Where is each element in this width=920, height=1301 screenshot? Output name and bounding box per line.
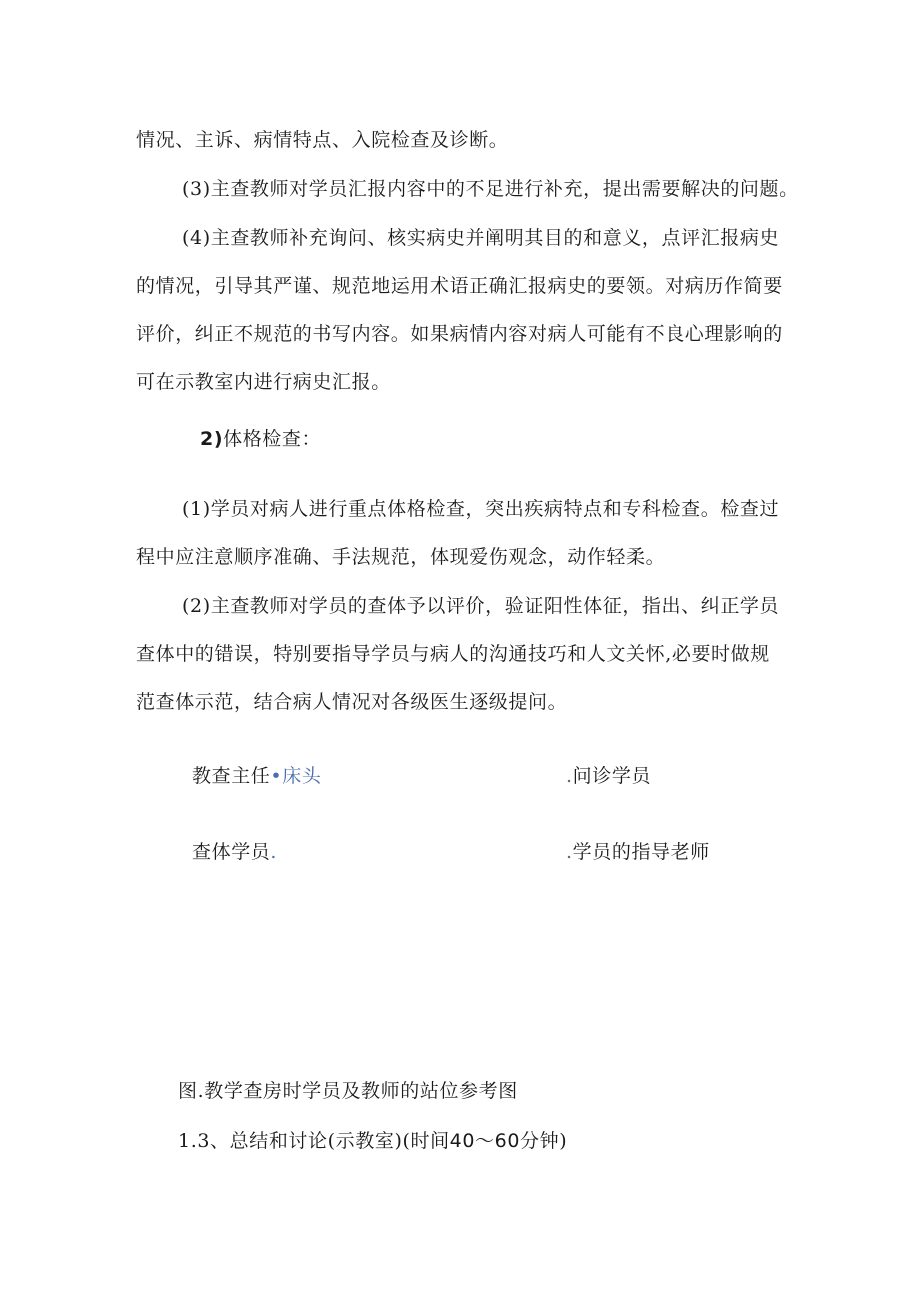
exam-label-text: 查体学员 bbox=[192, 841, 271, 863]
section-time: 40～60 bbox=[449, 1130, 521, 1152]
inquiry-dot: . bbox=[566, 765, 573, 787]
heading-text: 体格检查： bbox=[223, 428, 322, 450]
heading-number: 2) bbox=[200, 428, 224, 450]
diagram-label-mentor bbox=[566, 840, 710, 864]
inquiry-label-text: 问诊学员 bbox=[572, 765, 652, 787]
figure-caption: 图.教学查房时学员及教师的站位参考图 bbox=[178, 1080, 518, 1102]
paragraph-line: (4)主查教师补充询问、核实病史并阐明其目的和意义，点评汇报病史 bbox=[182, 227, 780, 249]
section-text-b: 分钟) bbox=[520, 1130, 568, 1152]
paragraph-line: (2)主查教师对学员的查体予以评价，验证阳性体征，指出、纠正学员 bbox=[182, 595, 780, 617]
paragraph-line: (3)主查教师对学员汇报内容中的不足进行补充，提出需要解决的问题。 bbox=[182, 178, 799, 200]
mentor-label-text: 学员的指导老师 bbox=[572, 841, 710, 863]
paragraph-line: (1)学员对病人进行重点体格检查，突出疾病特点和专科检查。检查过 bbox=[182, 498, 780, 520]
diagram-label-exam bbox=[192, 840, 277, 864]
paragraph-line: 程中应注意顺序准确、手法规范，体现爱伤观念，动作轻柔。 bbox=[136, 546, 666, 568]
section-heading-1-3 bbox=[178, 1129, 567, 1153]
section-text-a: 总结和讨论(示教室)(时间 bbox=[229, 1130, 450, 1152]
paragraph-line: 情况、主诉、病情特点、入院检查及诊断。 bbox=[136, 129, 509, 151]
diagram-label-inquiry bbox=[566, 764, 651, 788]
paragraph-line: 可在示教室内进行病史汇报。 bbox=[136, 371, 391, 393]
exam-dot: . bbox=[270, 841, 278, 863]
teacher-label-text: 教查主任 bbox=[192, 765, 271, 787]
paragraph-line: 范查体示范，结合病人情况对各级医生逐级提问。 bbox=[136, 691, 568, 713]
paragraph-line: 的情况，引导其严谨、规范地运用术语正确汇报病史的要领。对病历作简要 bbox=[136, 275, 783, 297]
section-heading bbox=[200, 427, 321, 451]
paragraph-line: 评价，纠正不规范的书写内容。如果病情内容对病人可能有不良心理影响的 bbox=[136, 323, 783, 345]
mentor-dot: . bbox=[566, 841, 573, 863]
section-number: 1.3、 bbox=[178, 1130, 230, 1152]
paragraph-line: 查体中的错误，特别要指导学员与病人的沟通技巧和人文关怀,必要时做规 bbox=[136, 643, 770, 665]
diagram-label-teacher bbox=[192, 764, 321, 788]
bed-label-text: 床头 bbox=[282, 765, 322, 787]
bed-dot: • bbox=[270, 765, 283, 787]
